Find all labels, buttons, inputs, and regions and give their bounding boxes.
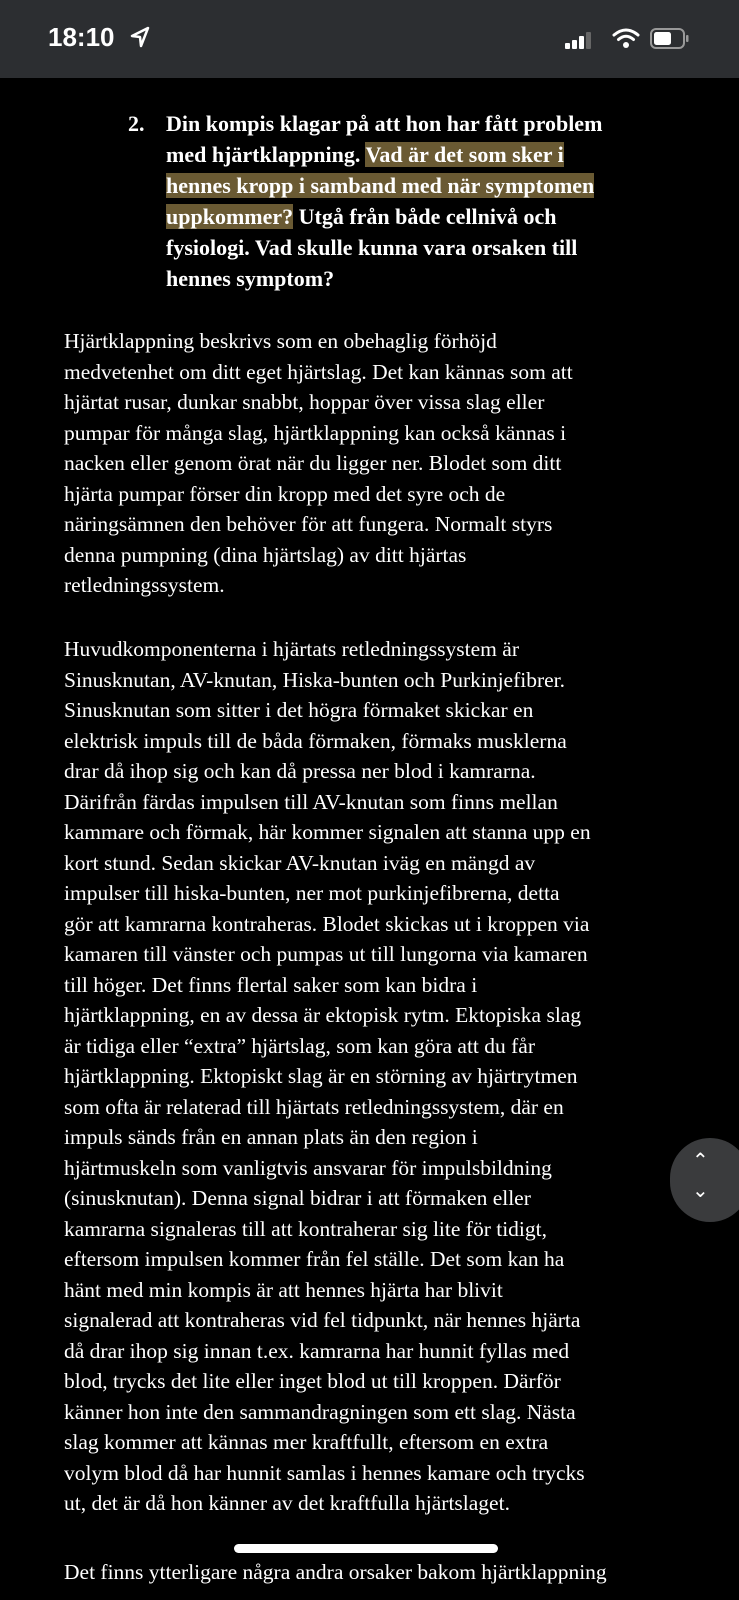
home-indicator[interactable] bbox=[234, 1544, 498, 1553]
question-text-segment: Utgå från både cellnivå och bbox=[293, 204, 557, 229]
paragraph-line: hjärtklappning. Ektopiskt slag är en störning av hjärtrytmen bbox=[64, 1064, 578, 1088]
highlighted-text: Vad är det som sker i bbox=[365, 142, 564, 167]
paragraph-line: Därifrån färdas impulsen till AV-knutan som finns mellan bbox=[64, 789, 558, 814]
paragraph-line: retledningssystem. bbox=[64, 573, 225, 597]
chevron-down-icon[interactable]: ⌄ bbox=[692, 1178, 709, 1202]
paragraph-line: drar då ihop sig och kan då pressa ner blod i kamrarna. bbox=[64, 759, 536, 783]
status-bar bbox=[0, 0, 739, 78]
paragraph-line: impulser till hiska-bunten, ner mot purkinjefibrerna, detta bbox=[64, 881, 560, 905]
question-line bbox=[166, 139, 686, 170]
question-line bbox=[166, 108, 686, 139]
question-text-segment: fysiologi. Vad skulle kunna vara orsaken till bbox=[166, 235, 578, 260]
paragraph-2 bbox=[64, 634, 684, 1519]
paragraph-line: signalerad att kontraheras vid fel tidpunkt, när hennes hjärta bbox=[64, 1308, 581, 1332]
battery-icon bbox=[650, 28, 690, 50]
paragraph-line: elektrisk impuls till de båda förmaken, förmaks musklerna bbox=[64, 728, 567, 753]
question-text-segment: med hjärtklappning. bbox=[166, 142, 366, 167]
paragraph-line: Huvudkomponenterna i hjärtats retledningssystem är bbox=[64, 637, 519, 661]
paragraph-line: volym blod då har hunnit samlas i hennes kamare och trycks bbox=[64, 1460, 585, 1485]
page-scroll-control[interactable] bbox=[670, 1138, 739, 1222]
question-text bbox=[166, 108, 686, 294]
paragraph-line: slag kommer att kännas mer kraftfullt, eftersom en extra bbox=[64, 1430, 549, 1454]
paragraph-line: känner hon inte den sammandragningen som ett slag. Nästa bbox=[64, 1399, 576, 1424]
paragraph-line: näringsämnen den behöver för att fungera. Normalt styrs bbox=[64, 512, 553, 536]
location-arrow-icon bbox=[130, 26, 150, 48]
paragraph-line: ut, det är då hon känner av det kraftfulla hjärtslaget. bbox=[64, 1491, 510, 1515]
paragraph-line: är tidiga eller “extra” hjärtslag, som kan göra att du får bbox=[64, 1033, 536, 1058]
question-line bbox=[166, 232, 686, 263]
paragraph-line: gör att kamrarna kontraheras. Blodet skickas ut i kroppen via bbox=[64, 911, 590, 936]
cellular-signal-icon bbox=[565, 30, 595, 50]
paragraph-line: kamrarna signaleras till att kontraherar sig lite för tidigt, bbox=[64, 1216, 547, 1241]
paragraph-line: impuls sänds från en annan plats än den region i bbox=[64, 1125, 478, 1149]
wifi-icon bbox=[612, 27, 640, 49]
question-line bbox=[166, 170, 686, 201]
paragraph-line: hjärta pumpar förser din kropp med det syre och de bbox=[64, 481, 506, 506]
paragraph-1 bbox=[64, 326, 684, 601]
question-number: 2. bbox=[128, 111, 145, 136]
paragraph-line: hjärtat rusar, dunkar snabbt, hoppar över vissa slag eller bbox=[64, 390, 545, 414]
paragraph-line: medvetenhet om ditt eget hjärtslag. Det kan kännas som att bbox=[64, 359, 573, 384]
paragraph-line: Sinusknutan som sitter i det högra förmaket skickar en bbox=[64, 698, 534, 722]
paragraph-line: hjärtmuskeln som vanligtvis ansvarar för impulsbildning bbox=[64, 1155, 552, 1180]
question-line bbox=[166, 263, 686, 294]
paragraph-line: nacken eller genom örat när du ligger ner. Blodet som ditt bbox=[64, 451, 562, 475]
paragraph-line: kort stund. Sedan skickar AV-knutan iväg en mängd av bbox=[64, 850, 536, 875]
paragraph-line: då drar ihop sig innan t.ex. kamrarna har hunnit fyllas med bbox=[64, 1338, 570, 1363]
paragraph-line: till höger. Det finns flertal saker som kan bidra i bbox=[64, 972, 478, 997]
paragraph-line: Hjärtklappning beskrivs som en obehaglig förhöjd bbox=[64, 329, 497, 353]
question-text-segment: Din kompis klagar på att hon har fått problem bbox=[166, 111, 603, 136]
paragraph-line: som ofta är relaterad till hjärtats retledningssystem, där en bbox=[64, 1094, 564, 1119]
question-text-segment: hennes symptom? bbox=[166, 266, 335, 291]
paragraph-line: Sinusknutan, AV-knutan, Hiska-bunten och Purkinjefibrer. bbox=[64, 667, 566, 692]
paragraph-line: pumpar för många slag, hjärtklappning kan också kännas i bbox=[64, 420, 567, 445]
question-line bbox=[166, 201, 686, 232]
paragraph-line: (sinusknutan). Denna signal bidrar i att förmaken eller bbox=[64, 1186, 531, 1210]
paragraph-line: denna pumpning (dina hjärtslag) av ditt hjärtas bbox=[64, 542, 467, 567]
highlighted-text: uppkommer? bbox=[166, 204, 294, 229]
paragraph-line: kammare och förmak, här kommer signalen att stanna upp en bbox=[64, 820, 591, 844]
status-time: 18:10 bbox=[48, 22, 115, 52]
highlighted-text: hennes kropp i samband med när symptomen bbox=[166, 173, 595, 198]
paragraph-line: hjärtklappning, en av dessa är ektopisk rytm. Ektopiska slag bbox=[64, 1003, 582, 1027]
paragraph-line: blod, trycks det lite eller inget blod ut till kroppen. Därför bbox=[64, 1369, 561, 1393]
paragraph-line: eftersom impulsen kommer från fel ställe. Det som kan ha bbox=[64, 1247, 565, 1271]
paragraph-3-partial: Det finns ytterligare några andra orsaker bakom hjärtklappning bbox=[64, 1560, 607, 1584]
paragraph-line: hänt med min kompis är att hennes hjärta har blivit bbox=[64, 1277, 503, 1302]
paragraph-line: kamaren till vänster och pumpas ut till lungorna via kamaren bbox=[64, 942, 588, 966]
chevron-up-icon[interactable]: ⌃ bbox=[692, 1148, 709, 1172]
